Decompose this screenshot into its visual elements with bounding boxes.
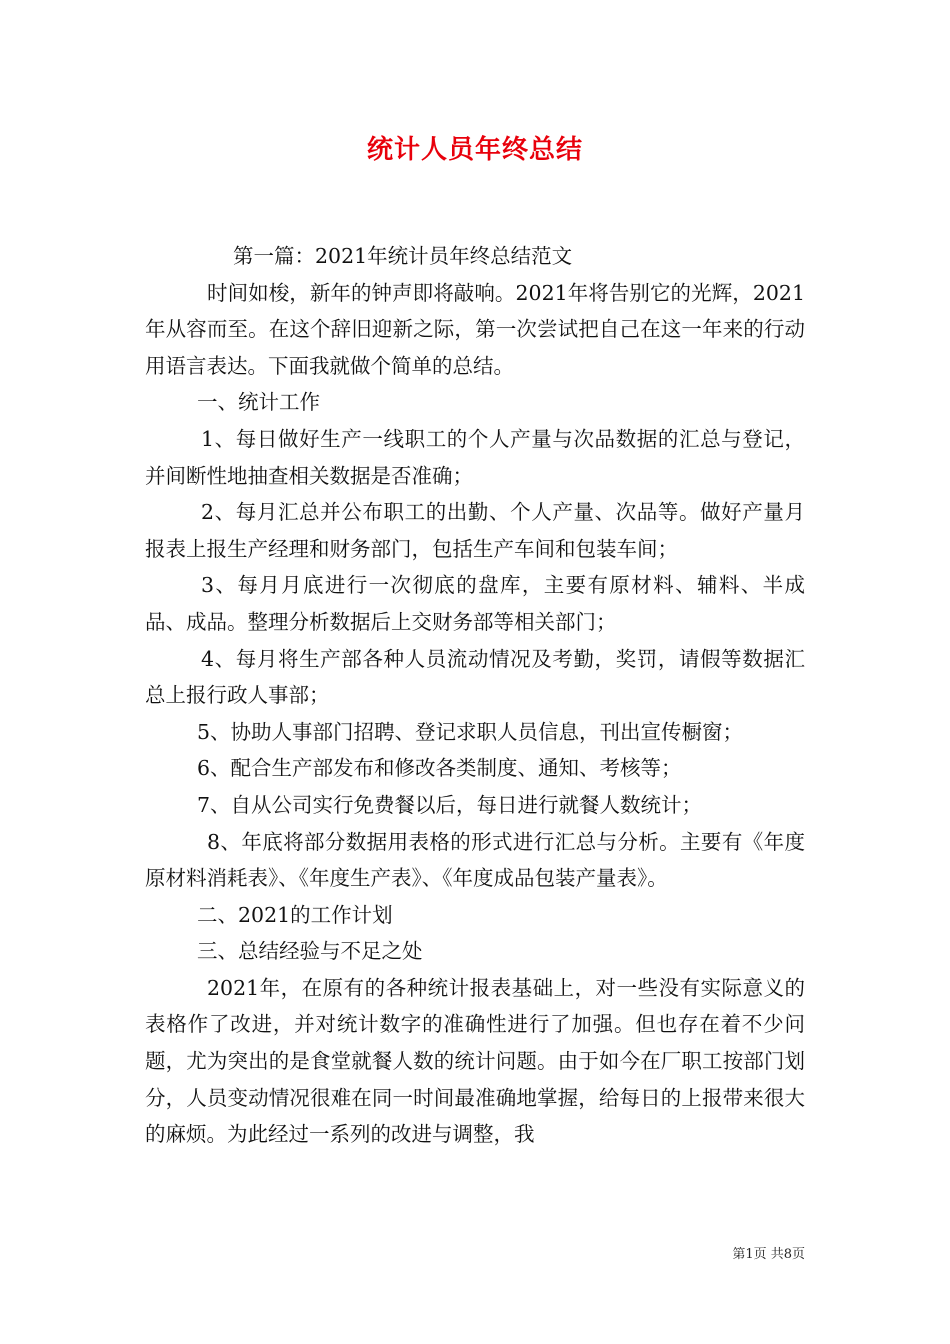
list-item-2: 2、每月汇总并公布职工的出勤、个人产量、次品等。做好产量月报表上报生产经理和财务部门，包括生产车间和包装车间； <box>145 500 805 561</box>
document-body <box>145 238 805 1153</box>
list-item-7: 7、自从公司实行免费餐以后，每日进行就餐人数统计； <box>197 792 703 817</box>
list-item-4: 4、每月将生产部各种人员流动情况及考勤，奖罚，请假等数据汇总上报行政人事部； <box>145 646 805 708</box>
section-subtitle: 第一篇：2021年统计员年终总结范文 <box>233 244 573 268</box>
document-title: 统计人员年终总结 <box>366 135 583 165</box>
section-heading-summary: 三、总结经验与不足之处 <box>197 939 423 964</box>
list-item-6: 6、配合生产部发布和修改各类制度、通知、考核等； <box>197 756 682 781</box>
section-heading-statistics: 一、统计工作 <box>197 390 320 415</box>
list-item-8: 8、年底将部分数据用表格的形式进行汇总与分析。主要有《年度原材料消耗表》、《年度生产表》、《年度成品包装产量表》。 <box>145 829 805 891</box>
list-item-5: 5、协助人事部门招聘、登记求职人员信息，刊出宣传橱窗； <box>197 719 744 744</box>
intro-paragraph: 时间如梭，新年的钟声即将敲响。2021年将告别它的光辉，2021年从容而至。在这个辞旧迎新之际，第一次尝试把自己在这一年来的行动用语言表达。下面我就做个简单的总结。 <box>145 280 805 378</box>
page-number-footer: 第1页 共8页 <box>732 1247 805 1262</box>
list-item-1: 1、每日做好生产一线职工的个人产量与次品数据的汇总与登记，并间断性地抽查相关数据是否准确； <box>145 426 805 488</box>
section-heading-plan: 二、2021的工作计划 <box>197 902 393 927</box>
summary-paragraph: 2021年，在原有的各种统计报表基础上，对一些没有实际意义的表格作了改进，并对统计数字的准确性进行了加强。但也存在着不少问题，尤为突出的是食堂就餐人数的统计问题。由于如今在厂职工按部门划分，人员变动情况很难在同一时间最准确地掌握，给每日的上报带来很大的麻烦。为此经过一系列的改进与调整，我 <box>145 975 805 1147</box>
list-item-3: 3、每月月底进行一次彻底的盘库，主要有原材料、辅料、半成品、成品。整理分析数据后上交财务部等相关部门； <box>145 573 805 634</box>
